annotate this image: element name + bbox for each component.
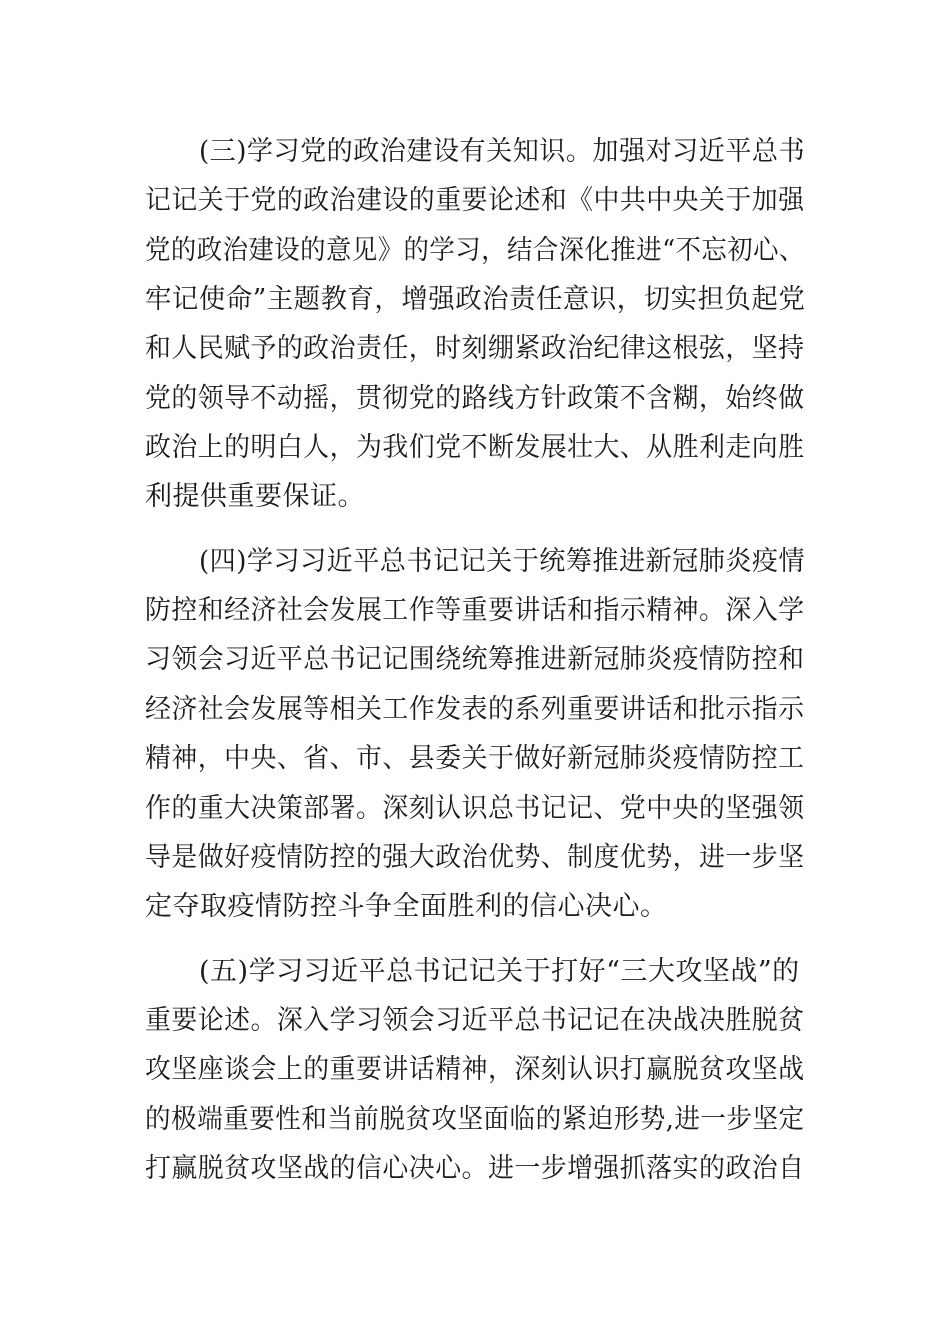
text-line: 党的政治建设的意见》的学习，结合深化推进“不忘初心、 xyxy=(145,235,805,266)
text-line: 防控和经济社会发展工作等重要讲话和指示精神。深入学 xyxy=(145,595,805,626)
text-line: 作的重大决策部署。深刻认识总书记记、党中央的坚强领 xyxy=(145,793,805,824)
text-line: (四)学习习近平总书记记关于统筹推进新冠肺炎疫情 xyxy=(199,546,806,577)
text-line: 攻坚座谈会上的重要讲话精神，深刻认识打赢脱贫攻坚战 xyxy=(145,1054,805,1085)
text-line: 牢记使命”主题教育，增强政治责任意识，切实担负起党 xyxy=(145,284,806,315)
text-line: 定夺取疫情防控斗争全面胜利的信心决心。 xyxy=(145,891,668,922)
text-line: 利提供重要保证。 xyxy=(145,481,365,512)
text-line: 政治上的明白人，为我们党不断发展壮大、从胜利走向胜 xyxy=(145,432,805,463)
text-line: 的极端重要性和当前脱贫攻坚面临的紧迫形势,进一步坚定 xyxy=(145,1104,805,1135)
text-line: 和人民赋予的政治责任，时刻绷紧政治纪律这根弦，坚持 xyxy=(145,333,805,364)
text-line: 重要论述。深入学习领会习近平总书记记在决战决胜脱贫 xyxy=(145,1005,805,1036)
text-line: 精神，中央、省、市、县委关于做好新冠肺炎疫情防控工 xyxy=(145,743,805,774)
text-line: 导是做好疫情防控的强大政治优势、制度优势，进一步坚 xyxy=(145,842,805,873)
text-line: 经济社会发展等相关工作发表的系列重要讲话和批示指示 xyxy=(145,694,805,725)
text-line: 党的领导不动摇，贯彻党的路线方针政策不含糊，始终做 xyxy=(145,383,805,414)
text-line: 打赢脱贫攻坚战的信心决心。进一步增强抓落实的政治自 xyxy=(145,1153,805,1184)
text-line: 习领会习近平总书记记围绕统筹推进新冠肺炎疫情防控和 xyxy=(145,644,805,675)
text-line: 记记关于党的政治建设的重要论述和《中共中央关于加强 xyxy=(145,185,805,216)
text-line: (三)学习党的政治建设有关知识。加强对习近平总书 xyxy=(199,136,806,167)
text-line: (五)学习习近平总书记记关于打好“三大攻坚战”的 xyxy=(199,956,800,987)
